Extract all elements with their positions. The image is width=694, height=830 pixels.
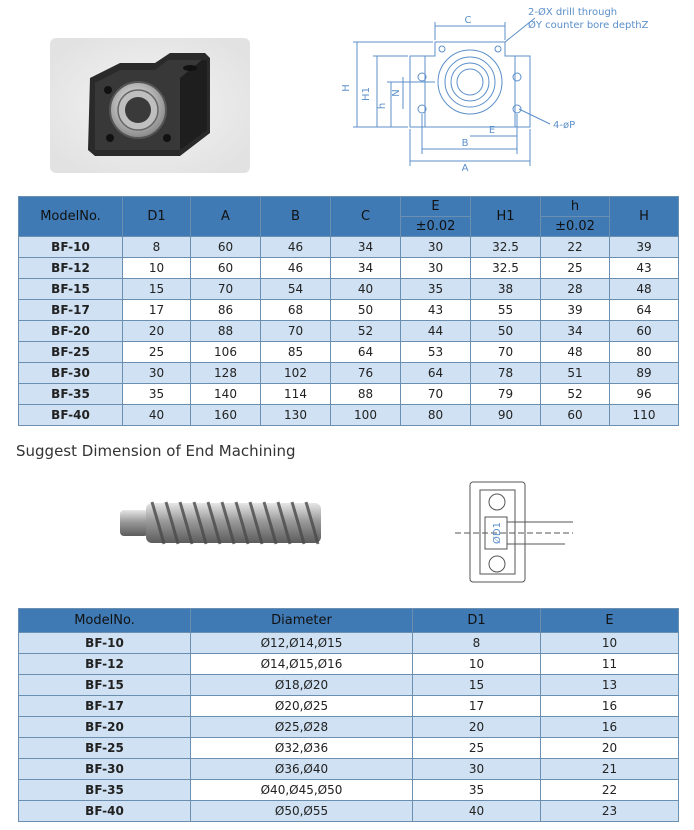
cell-d1: 25 [413, 738, 541, 759]
cell-h1: 32.5 [471, 237, 541, 258]
cell-h-small: 60 [541, 405, 610, 426]
table-row [19, 780, 679, 801]
cell-e: 64 [401, 363, 471, 384]
cell-c: 64 [331, 342, 401, 363]
cell-c: 34 [331, 258, 401, 279]
cell-b: 46 [261, 258, 331, 279]
cell-h1: 78 [471, 363, 541, 384]
cell-b: 102 [261, 363, 331, 384]
cell-e: 21 [541, 759, 679, 780]
drawing-label-c: C [464, 15, 472, 26]
cell-d1: 40 [123, 405, 191, 426]
cell-e: 30 [401, 237, 471, 258]
cell-model: BF-15 [19, 675, 191, 696]
cell-e: 16 [541, 717, 679, 738]
screw-shaft-photo [118, 488, 328, 558]
cell-a: 128 [191, 363, 261, 384]
cell-model: BF-40 [19, 405, 123, 426]
technical-drawing [335, 4, 694, 174]
cell-h1: 32.5 [471, 258, 541, 279]
header-e: E [541, 609, 679, 633]
cell-d1: 30 [413, 759, 541, 780]
cell-a: 70 [191, 279, 261, 300]
cell-h-small: 22 [541, 237, 610, 258]
cell-b: 114 [261, 384, 331, 405]
cell-c: 100 [331, 405, 401, 426]
cell-h: 89 [610, 363, 679, 384]
cell-a: 106 [191, 342, 261, 363]
cell-e: 20 [541, 738, 679, 759]
cell-model: BF-25 [19, 342, 123, 363]
cell-c: 34 [331, 237, 401, 258]
cell-model: BF-15 [19, 279, 123, 300]
header-a: A [191, 197, 261, 237]
diameter-table [18, 608, 679, 822]
table-row [19, 279, 679, 300]
cell-diameter: Ø32,Ø36 [191, 738, 413, 759]
table-row [19, 675, 679, 696]
cell-e: 53 [401, 342, 471, 363]
cell-e: 30 [401, 258, 471, 279]
header-model: ModelNo. [19, 197, 123, 237]
cell-diameter: Ø20,Ø25 [191, 696, 413, 717]
cell-h-small: 28 [541, 279, 610, 300]
table-row [19, 258, 679, 279]
cell-a: 88 [191, 321, 261, 342]
cell-d1: 30 [123, 363, 191, 384]
cell-h-small: 25 [541, 258, 610, 279]
cell-h: 43 [610, 258, 679, 279]
cell-b: 70 [261, 321, 331, 342]
cell-d1: 35 [123, 384, 191, 405]
table-row [19, 633, 679, 654]
cell-h-small: 34 [541, 321, 610, 342]
cell-h1: 38 [471, 279, 541, 300]
cell-e: 80 [401, 405, 471, 426]
cell-model: BF-17 [19, 300, 123, 321]
table-row [19, 405, 679, 426]
cell-d1: 8 [123, 237, 191, 258]
cell-h: 96 [610, 384, 679, 405]
cell-a: 60 [191, 237, 261, 258]
cell-e: 43 [401, 300, 471, 321]
drawing-label-a: A [461, 163, 469, 174]
cell-model: BF-12 [19, 654, 191, 675]
cell-model: BF-20 [19, 321, 123, 342]
table-row [19, 801, 679, 822]
cell-diameter: Ø12,Ø14,Ø15 [191, 633, 413, 654]
cell-c: 76 [331, 363, 401, 384]
table-row [19, 759, 679, 780]
cell-model: BF-20 [19, 717, 191, 738]
cell-b: 85 [261, 342, 331, 363]
cell-model: BF-30 [19, 759, 191, 780]
cell-h: 60 [610, 321, 679, 342]
cell-c: 88 [331, 384, 401, 405]
end-machining-drawing [455, 472, 575, 594]
drawing-drill-note: 2-ØX drill through [528, 7, 618, 18]
cell-diameter: Ø40,Ø45,Ø50 [191, 780, 413, 801]
drawing-label-e: E [488, 125, 496, 136]
cell-c: 40 [331, 279, 401, 300]
cell-h: 48 [610, 279, 679, 300]
table-row [19, 384, 679, 405]
cell-diameter: Ø14,Ø15,Ø16 [191, 654, 413, 675]
section-title-end-machining: Suggest Dimension of End Machining [16, 442, 296, 460]
cell-e: 23 [541, 801, 679, 822]
end-machining-d1-label: ØD1 [492, 522, 503, 544]
cell-d1: 20 [123, 321, 191, 342]
header-e: E [401, 197, 471, 217]
cell-h-small: 52 [541, 384, 610, 405]
cell-diameter: Ø18,Ø20 [191, 675, 413, 696]
cell-h-small: 51 [541, 363, 610, 384]
cell-model: BF-12 [19, 258, 123, 279]
cell-h: 110 [610, 405, 679, 426]
cell-a: 60 [191, 258, 261, 279]
cell-b: 46 [261, 237, 331, 258]
cell-d1: 17 [413, 696, 541, 717]
table-row [19, 696, 679, 717]
cell-diameter: Ø25,Ø28 [191, 717, 413, 738]
cell-e: 35 [401, 279, 471, 300]
cell-b: 54 [261, 279, 331, 300]
cell-h1: 90 [471, 405, 541, 426]
cell-a: 86 [191, 300, 261, 321]
cell-model: BF-25 [19, 738, 191, 759]
cell-d1: 10 [413, 654, 541, 675]
cell-d1: 10 [123, 258, 191, 279]
header-c: C [331, 197, 401, 237]
cell-model: BF-35 [19, 384, 123, 405]
cell-h1: 70 [471, 342, 541, 363]
cell-d1: 15 [123, 279, 191, 300]
cell-d1: 8 [413, 633, 541, 654]
header-d1: D1 [413, 609, 541, 633]
cell-e: 11 [541, 654, 679, 675]
cell-b: 68 [261, 300, 331, 321]
cell-diameter: Ø50,Ø55 [191, 801, 413, 822]
cell-model: BF-17 [19, 696, 191, 717]
cell-h: 39 [610, 237, 679, 258]
cell-h: 64 [610, 300, 679, 321]
table-row [19, 363, 679, 384]
cell-e: 10 [541, 633, 679, 654]
cell-e: 70 [401, 384, 471, 405]
spec-table [18, 196, 679, 426]
cell-d1: 40 [413, 801, 541, 822]
cell-h1: 79 [471, 384, 541, 405]
cell-e: 13 [541, 675, 679, 696]
cell-h1: 50 [471, 321, 541, 342]
drawing-label-b: B [461, 138, 469, 149]
header-h1: H1 [471, 197, 541, 237]
drawing-holes-note: 4-øP [553, 120, 576, 131]
cell-c: 52 [331, 321, 401, 342]
header-h-small: h [541, 197, 610, 217]
cell-model: BF-10 [19, 237, 123, 258]
cell-model: BF-35 [19, 780, 191, 801]
drawing-label-h-small: h [377, 102, 388, 110]
table-row [19, 738, 679, 759]
cell-h-small: 48 [541, 342, 610, 363]
cell-e: 44 [401, 321, 471, 342]
bearing-block-photo [50, 38, 250, 173]
drawing-label-h1: H1 [361, 87, 372, 101]
cell-model: BF-30 [19, 363, 123, 384]
header-h: H [610, 197, 679, 237]
cell-e: 22 [541, 780, 679, 801]
table-row [19, 300, 679, 321]
cell-d1: 20 [413, 717, 541, 738]
cell-a: 140 [191, 384, 261, 405]
cell-diameter: Ø36,Ø40 [191, 759, 413, 780]
table-row [19, 654, 679, 675]
drawing-counterbore-note: ØY counter bore depthZ [528, 20, 649, 31]
cell-h: 80 [610, 342, 679, 363]
cell-model: BF-10 [19, 633, 191, 654]
header-model: ModelNo. [19, 609, 191, 633]
drawing-label-h: H [341, 84, 352, 92]
cell-h-small: 39 [541, 300, 610, 321]
cell-b: 130 [261, 405, 331, 426]
cell-h1: 55 [471, 300, 541, 321]
header-b: B [261, 197, 331, 237]
table-row [19, 237, 679, 258]
drawing-label-n: N [391, 89, 402, 97]
header-e-tolerance: ±0.02 [401, 217, 471, 237]
table-row [19, 342, 679, 363]
cell-c: 50 [331, 300, 401, 321]
cell-d1: 15 [413, 675, 541, 696]
table-row [19, 321, 679, 342]
cell-e: 16 [541, 696, 679, 717]
header-d1: D1 [123, 197, 191, 237]
cell-model: BF-40 [19, 801, 191, 822]
header-h-tolerance: ±0.02 [541, 217, 610, 237]
table-row [19, 717, 679, 738]
cell-d1: 17 [123, 300, 191, 321]
cell-d1: 35 [413, 780, 541, 801]
header-diameter: Diameter [191, 609, 413, 633]
cell-a: 160 [191, 405, 261, 426]
cell-d1: 25 [123, 342, 191, 363]
